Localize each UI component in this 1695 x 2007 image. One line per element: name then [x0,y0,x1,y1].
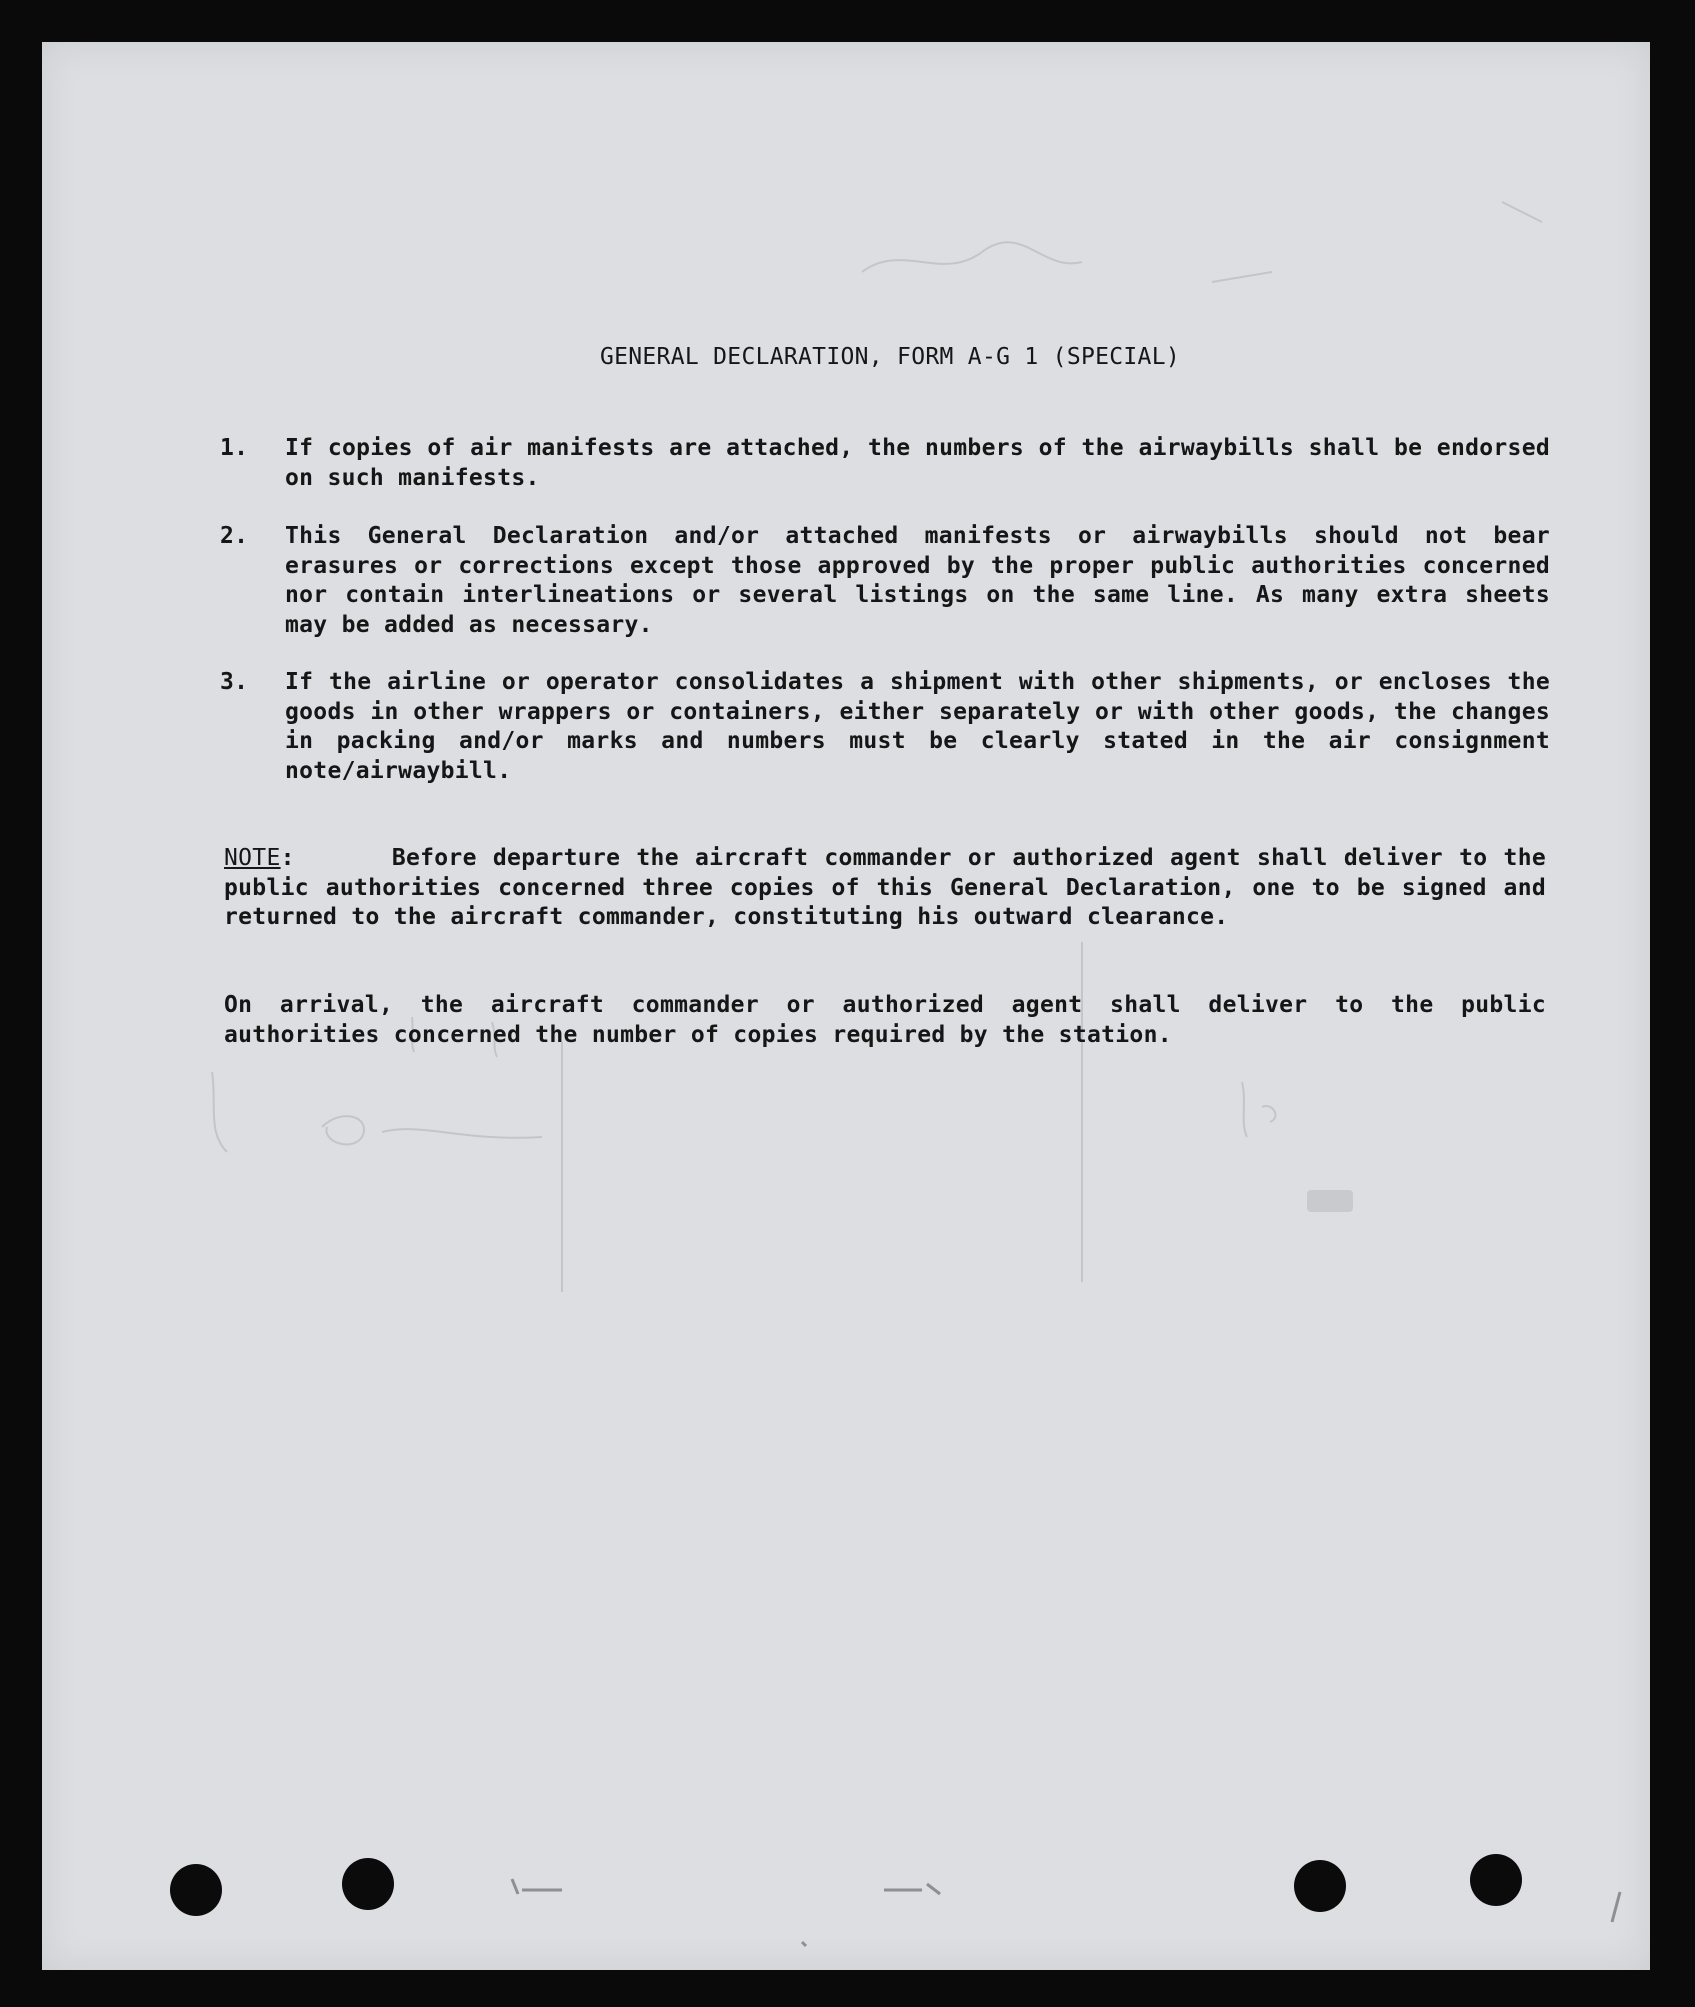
list-item-text: If the airline or operator consolidates a shipment with other shipments, or encloses the goods in other wrappers or containers, either separately or with other goods, the changes in packing and/or marks and numbers must be clearly stated in the air consignment note/airwaybill. [285,669,1550,784]
list-item [220,522,1550,640]
note-text: Before departure the aircraft commander or authorized agent shall deliver to the public authorities concerned three copies of this General Declaration, one to be signed and returned to the aircraft commander, constituting his outward clearance. [224,845,1547,930]
note-colon: : [280,845,392,871]
punch-hole [1470,1854,1522,1906]
list-item-text: If copies of air manifests are attached, the numbers of the airwaybills shall be endorsed on such manifests. [285,435,1550,491]
note-paragraph [224,844,1546,933]
list-item-number: 3. [220,669,249,695]
arrival-paragraph: On arrival, the aircraft commander or authorized agent shall deliver to the public authorities concerned the number of copies required by the station. [224,992,1546,1048]
note-label: NOTE [224,845,281,871]
page-title: GENERAL DECLARATION, FORM A-G 1 (SPECIAL) [599,344,1181,370]
document-page [42,42,1650,1970]
list-item [220,668,1550,786]
list-item [220,434,1550,493]
list-item-number: 2. [220,523,249,549]
punch-hole [170,1864,222,1916]
punch-hole [342,1858,394,1910]
list-item-text: This General Declaration and/or attached manifests or airwaybills should not bear erasures or corrections except those approved by the proper public authorities concerned nor contain interlineations or several listings on the same line. As many extra sheets may be added as necessary. [285,523,1550,638]
list-item-number: 1. [220,435,249,461]
punch-hole [1294,1860,1346,1912]
